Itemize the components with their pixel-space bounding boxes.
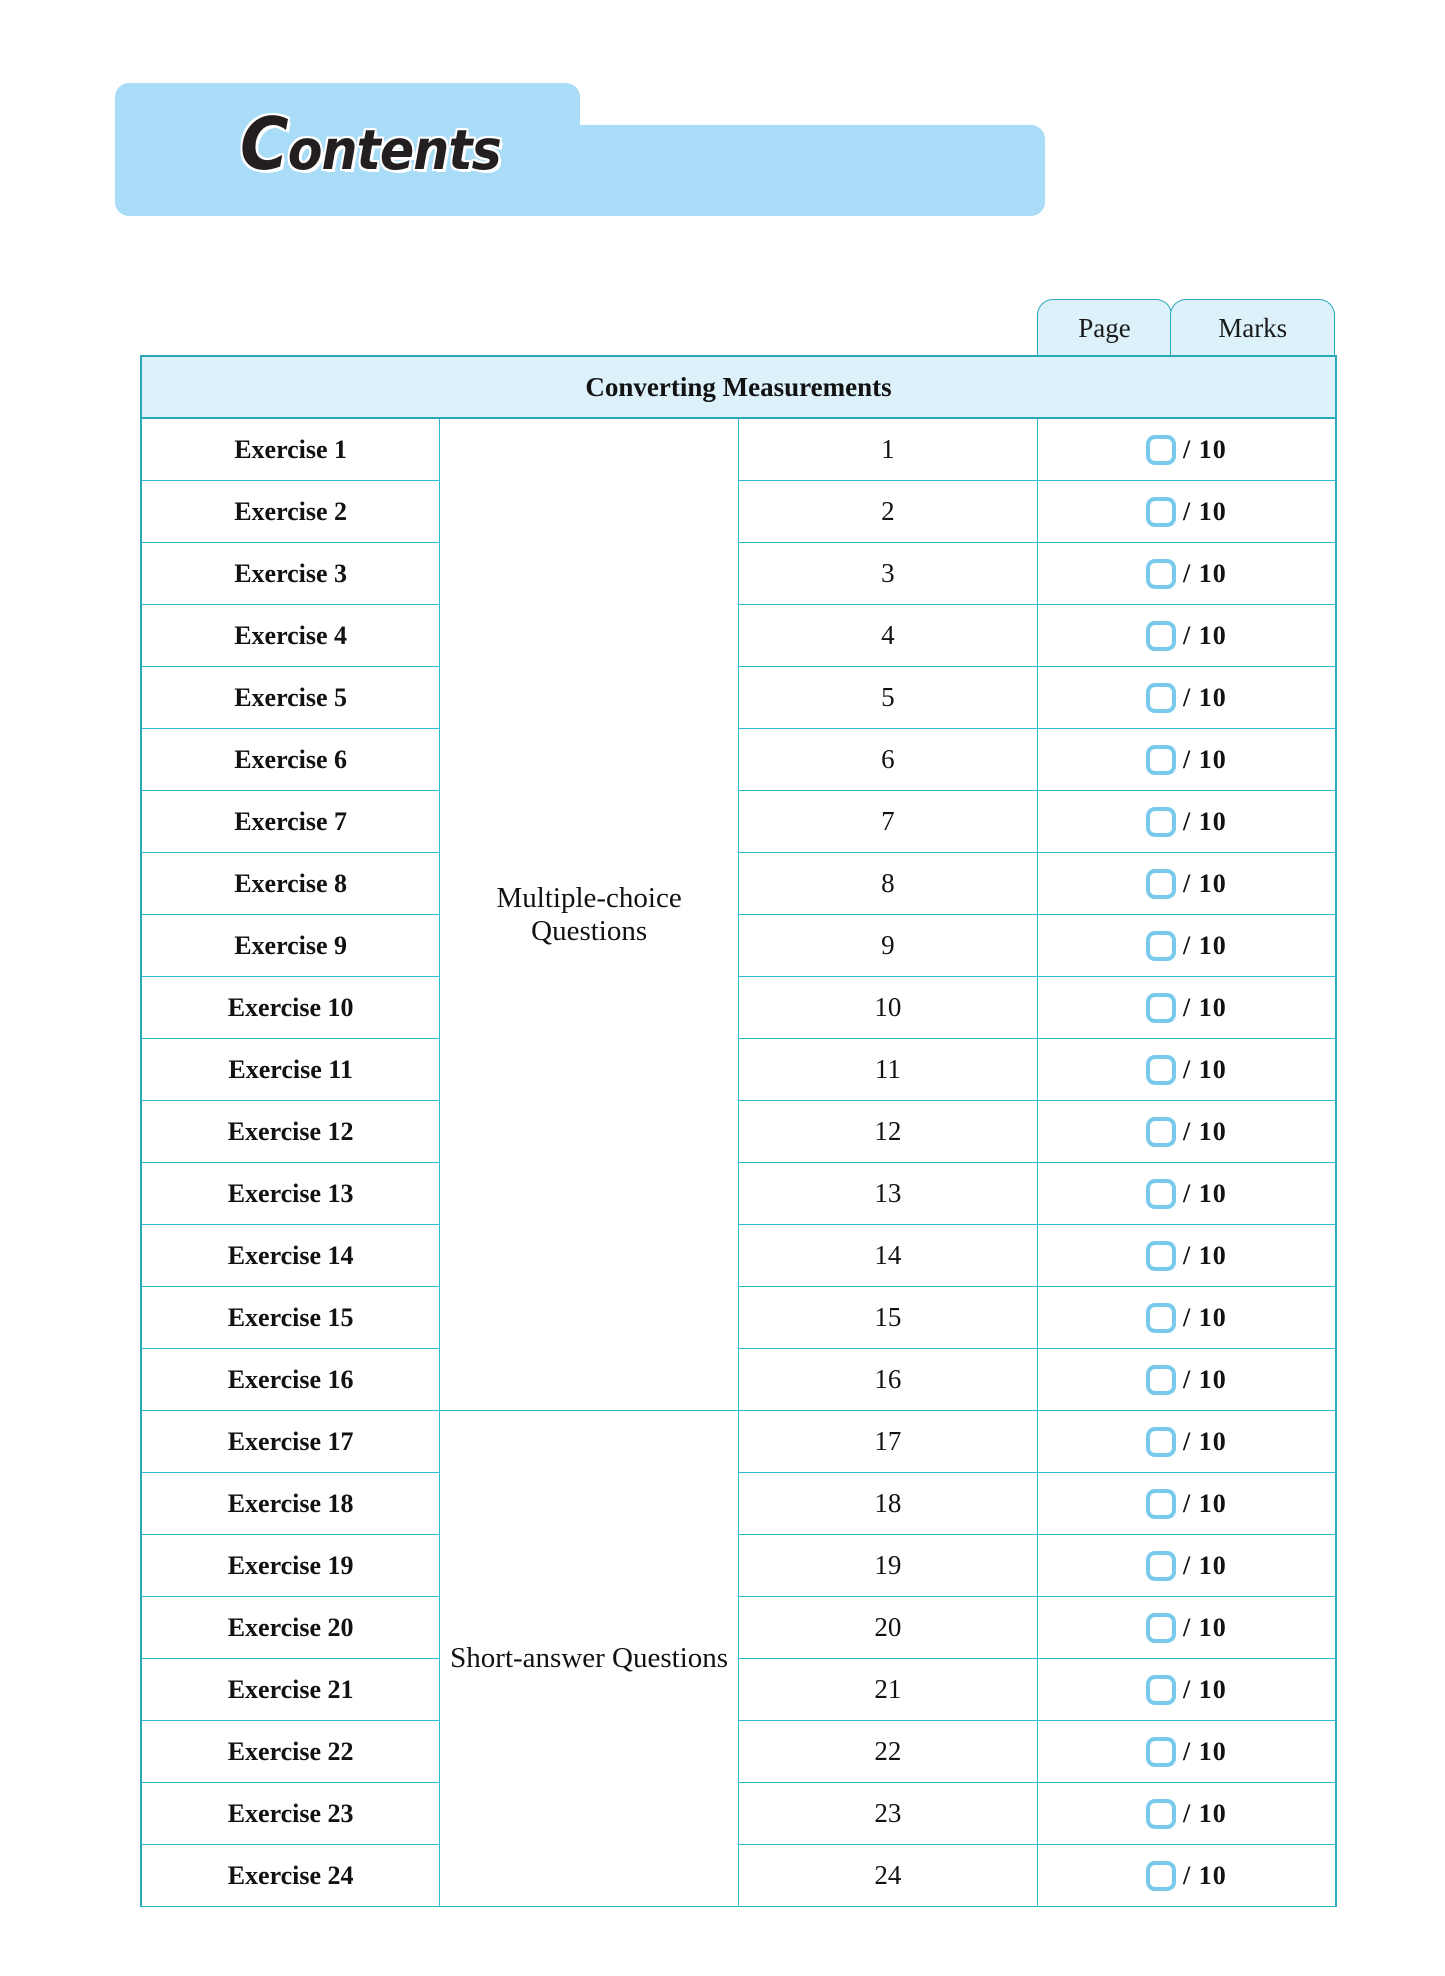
marks-total-label: / 10: [1183, 744, 1227, 774]
mark-score-box[interactable]: [1146, 1179, 1176, 1209]
exercise-label: Exercise 18: [141, 1473, 440, 1535]
mark-score-box[interactable]: [1146, 1613, 1176, 1643]
marks-cell: [1037, 543, 1336, 605]
marks-cell: [1037, 1349, 1336, 1411]
mark-score-box[interactable]: [1146, 559, 1176, 589]
marks-total-label: / 10: [1183, 1736, 1227, 1766]
marks-total-label: / 10: [1183, 1426, 1227, 1456]
marks-total-label: / 10: [1183, 1054, 1227, 1084]
page-number: 10: [739, 977, 1038, 1039]
table-row: [141, 1783, 1336, 1845]
marks-inner: [1038, 497, 1335, 527]
marks-total-label: / 10: [1183, 496, 1227, 526]
page-title: [240, 102, 501, 186]
marks-inner: [1038, 1179, 1335, 1209]
table-row: [141, 1659, 1336, 1721]
mark-score-box[interactable]: [1146, 435, 1176, 465]
page-number: 3: [739, 543, 1038, 605]
marks-inner: [1038, 559, 1335, 589]
contents-table: [140, 355, 1337, 1907]
mark-score-box[interactable]: [1146, 1799, 1176, 1829]
marks-cell: [1037, 481, 1336, 543]
page-number: 5: [739, 667, 1038, 729]
marks-cell: [1037, 1039, 1336, 1101]
mark-score-box[interactable]: [1146, 1737, 1176, 1767]
table-row: [141, 915, 1336, 977]
marks-cell: [1037, 1287, 1336, 1349]
page-number: 2: [739, 481, 1038, 543]
marks-total-label: / 10: [1183, 620, 1227, 650]
marks-total-label: / 10: [1183, 1860, 1227, 1890]
page-number: 4: [739, 605, 1038, 667]
page-number: 19: [739, 1535, 1038, 1597]
exercise-label: Exercise 22: [141, 1721, 440, 1783]
marks-cell: [1037, 605, 1336, 667]
table-row: [141, 1225, 1336, 1287]
marks-cell: [1037, 1411, 1336, 1473]
page-number: 14: [739, 1225, 1038, 1287]
table-row: [141, 1163, 1336, 1225]
question-group-label: Short-answer Questions: [440, 1411, 739, 1907]
exercise-label: Exercise 20: [141, 1597, 440, 1659]
exercise-label: Exercise 14: [141, 1225, 440, 1287]
marks-cell: [1037, 853, 1336, 915]
exercise-label: Exercise 6: [141, 729, 440, 791]
exercise-label: Exercise 23: [141, 1783, 440, 1845]
marks-total-label: / 10: [1183, 868, 1227, 898]
mark-score-box[interactable]: [1146, 497, 1176, 527]
page-number: 9: [739, 915, 1038, 977]
marks-cell: [1037, 977, 1336, 1039]
marks-inner: [1038, 1117, 1335, 1147]
page-title-rest: ontents: [287, 118, 501, 182]
page-number: 13: [739, 1163, 1038, 1225]
table-row: [141, 1845, 1336, 1907]
marks-inner: [1038, 1489, 1335, 1519]
mark-score-box[interactable]: [1146, 993, 1176, 1023]
marks-inner: [1038, 869, 1335, 899]
exercise-label: Exercise 1: [141, 418, 440, 481]
marks-inner: [1038, 1427, 1335, 1457]
table-row: [141, 791, 1336, 853]
question-group-label: Multiple-choice Questions: [440, 418, 739, 1411]
table-row: [141, 1101, 1336, 1163]
marks-inner: [1038, 745, 1335, 775]
page-number: 18: [739, 1473, 1038, 1535]
exercise-label: Exercise 21: [141, 1659, 440, 1721]
page-number: 23: [739, 1783, 1038, 1845]
exercise-label: Exercise 24: [141, 1845, 440, 1907]
marks-cell: [1037, 729, 1336, 791]
mark-score-box[interactable]: [1146, 869, 1176, 899]
page-number: 11: [739, 1039, 1038, 1101]
page-number: 7: [739, 791, 1038, 853]
section-title: Converting Measurements: [141, 356, 1336, 418]
marks-cell: [1037, 667, 1336, 729]
marks-total-label: / 10: [1183, 558, 1227, 588]
marks-cell: [1037, 418, 1336, 481]
table-row: [141, 1721, 1336, 1783]
mark-score-box[interactable]: [1146, 1055, 1176, 1085]
column-header-marks: Marks: [1170, 299, 1335, 357]
mark-score-box[interactable]: [1146, 745, 1176, 775]
marks-cell: [1037, 1163, 1336, 1225]
exercise-label: Exercise 15: [141, 1287, 440, 1349]
page-number: 8: [739, 853, 1038, 915]
marks-total-label: / 10: [1183, 930, 1227, 960]
page-title-initial: C: [240, 102, 288, 186]
page-number: 6: [739, 729, 1038, 791]
marks-inner: [1038, 1055, 1335, 1085]
exercise-label: Exercise 17: [141, 1411, 440, 1473]
mark-score-box[interactable]: [1146, 1675, 1176, 1705]
table-row: [141, 977, 1336, 1039]
column-header-page: Page: [1037, 299, 1172, 357]
marks-inner: [1038, 1675, 1335, 1705]
marks-inner: [1038, 683, 1335, 713]
exercise-label: Exercise 12: [141, 1101, 440, 1163]
page-number: 12: [739, 1101, 1038, 1163]
mark-score-box[interactable]: [1146, 1365, 1176, 1395]
marks-total-label: / 10: [1183, 1488, 1227, 1518]
marks-cell: [1037, 791, 1336, 853]
marks-inner: [1038, 435, 1335, 465]
table-row: [141, 1597, 1336, 1659]
table-row: [141, 667, 1336, 729]
marks-inner: [1038, 1613, 1335, 1643]
mark-score-box[interactable]: [1146, 1861, 1176, 1891]
marks-inner: [1038, 931, 1335, 961]
table-row: [141, 1535, 1336, 1597]
mark-score-box[interactable]: [1146, 621, 1176, 651]
marks-cell: [1037, 1845, 1336, 1907]
column-header-tabs: [1037, 299, 1337, 357]
page-number: 20: [739, 1597, 1038, 1659]
page-number: 22: [739, 1721, 1038, 1783]
page-number: 24: [739, 1845, 1038, 1907]
exercise-label: Exercise 4: [141, 605, 440, 667]
marks-inner: [1038, 621, 1335, 651]
marks-total-label: / 10: [1183, 1302, 1227, 1332]
exercise-label: Exercise 10: [141, 977, 440, 1039]
exercise-label: Exercise 8: [141, 853, 440, 915]
marks-total-label: / 10: [1183, 1364, 1227, 1394]
mark-score-box[interactable]: [1146, 1427, 1176, 1457]
marks-total-label: / 10: [1183, 806, 1227, 836]
table-row: [141, 853, 1336, 915]
table-row: [141, 1287, 1336, 1349]
marks-cell: [1037, 1597, 1336, 1659]
mark-score-box[interactable]: [1146, 1117, 1176, 1147]
mark-score-box[interactable]: [1146, 931, 1176, 961]
page-number: 15: [739, 1287, 1038, 1349]
exercise-label: Exercise 9: [141, 915, 440, 977]
exercise-label: Exercise 2: [141, 481, 440, 543]
marks-cell: [1037, 1473, 1336, 1535]
mark-score-box[interactable]: [1146, 1489, 1176, 1519]
exercise-label: Exercise 19: [141, 1535, 440, 1597]
marks-inner: [1038, 1737, 1335, 1767]
marks-inner: [1038, 1799, 1335, 1829]
table-row: [141, 543, 1336, 605]
marks-cell: [1037, 1535, 1336, 1597]
marks-inner: [1038, 1303, 1335, 1333]
marks-total-label: / 10: [1183, 992, 1227, 1022]
marks-total-label: / 10: [1183, 682, 1227, 712]
marks-inner: [1038, 1551, 1335, 1581]
mark-score-box[interactable]: [1146, 1241, 1176, 1271]
page-number: 17: [739, 1411, 1038, 1473]
mark-score-box[interactable]: [1146, 1303, 1176, 1333]
table-row: [141, 481, 1336, 543]
mark-score-box[interactable]: [1146, 683, 1176, 713]
exercise-label: Exercise 3: [141, 543, 440, 605]
exercise-label: Exercise 5: [141, 667, 440, 729]
mark-score-box[interactable]: [1146, 1551, 1176, 1581]
marks-inner: [1038, 1365, 1335, 1395]
table-row: [141, 1349, 1336, 1411]
table-row: [141, 729, 1336, 791]
exercise-label: Exercise 16: [141, 1349, 440, 1411]
table-row: [141, 605, 1336, 667]
marks-inner: [1038, 807, 1335, 837]
table-row: [141, 1039, 1336, 1101]
section-title-row: [141, 356, 1336, 418]
marks-total-label: / 10: [1183, 1116, 1227, 1146]
marks-cell: [1037, 1101, 1336, 1163]
mark-score-box[interactable]: [1146, 807, 1176, 837]
marks-cell: [1037, 915, 1336, 977]
marks-cell: [1037, 1721, 1336, 1783]
marks-cell: [1037, 1225, 1336, 1287]
marks-inner: [1038, 1861, 1335, 1891]
table-row: [141, 1411, 1336, 1473]
table-row: [141, 1473, 1336, 1535]
contents-header-tab: [115, 83, 1045, 216]
page-number: 21: [739, 1659, 1038, 1721]
marks-total-label: / 10: [1183, 434, 1227, 464]
page-number: 1: [739, 418, 1038, 481]
marks-total-label: / 10: [1183, 1674, 1227, 1704]
page-number: 16: [739, 1349, 1038, 1411]
table-row: [141, 418, 1336, 481]
marks-cell: [1037, 1659, 1336, 1721]
marks-total-label: / 10: [1183, 1612, 1227, 1642]
exercise-label: Exercise 13: [141, 1163, 440, 1225]
marks-total-label: / 10: [1183, 1240, 1227, 1270]
exercise-label: Exercise 11: [141, 1039, 440, 1101]
marks-total-label: / 10: [1183, 1550, 1227, 1580]
marks-cell: [1037, 1783, 1336, 1845]
marks-total-label: / 10: [1183, 1178, 1227, 1208]
marks-total-label: / 10: [1183, 1798, 1227, 1828]
marks-inner: [1038, 993, 1335, 1023]
exercise-label: Exercise 7: [141, 791, 440, 853]
marks-inner: [1038, 1241, 1335, 1271]
